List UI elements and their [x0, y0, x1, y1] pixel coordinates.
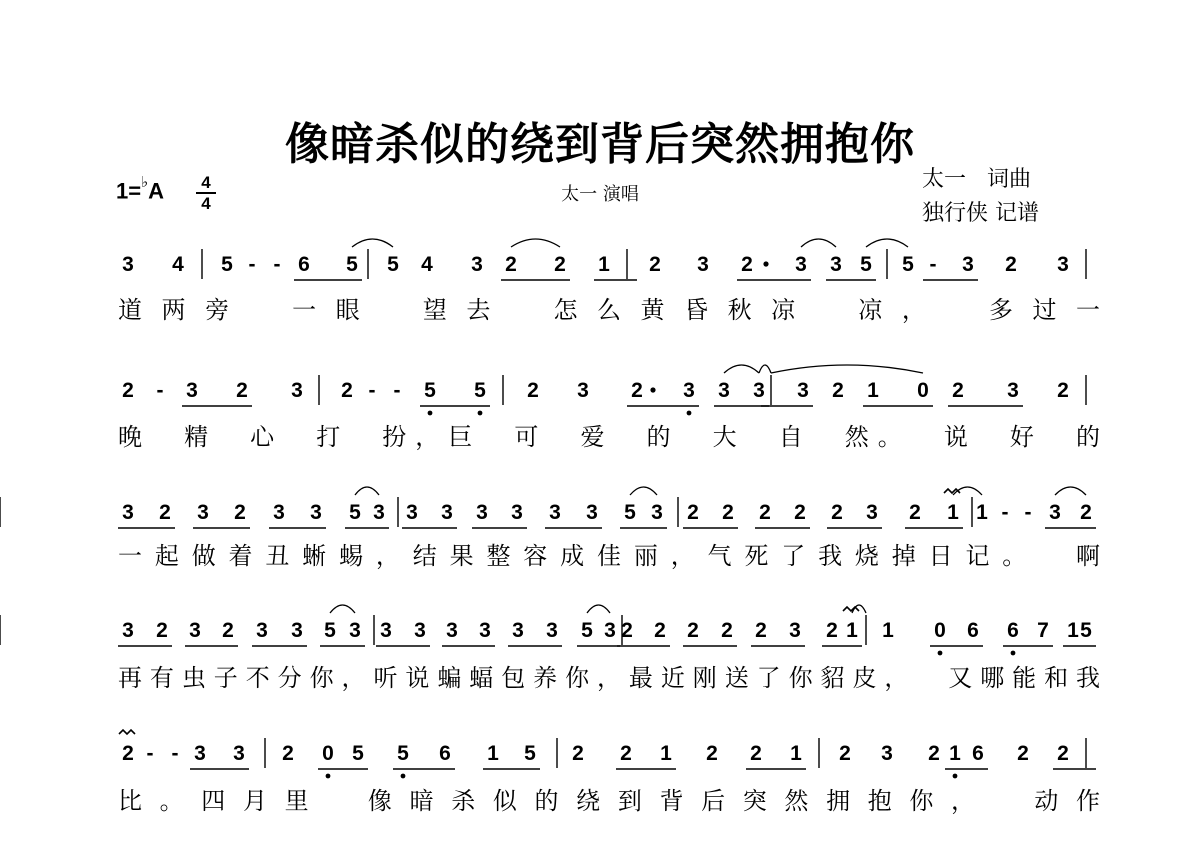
lyric-character: 蝙	[437, 664, 462, 692]
note: 3	[406, 501, 418, 524]
note: 3	[697, 253, 709, 276]
extension-dash: -	[1024, 501, 1032, 524]
lyric-character: 记	[965, 542, 990, 570]
tie-arc	[511, 239, 560, 247]
lyric-character: 了	[756, 664, 781, 692]
tie-arc	[801, 239, 836, 247]
note: 2	[122, 379, 134, 402]
lyric-character: 可	[514, 423, 539, 451]
note: 2	[1017, 742, 1029, 765]
note: 2	[654, 619, 666, 642]
lyric-character: 两	[161, 296, 186, 324]
note: 0	[322, 742, 334, 765]
note: 1	[846, 619, 858, 642]
note: 2	[1057, 379, 1069, 402]
lyric-character: 黄	[640, 296, 665, 324]
note: 3	[830, 253, 842, 276]
note: 3	[1057, 253, 1069, 276]
note: 3	[586, 501, 598, 524]
note: 2	[527, 379, 539, 402]
lyric-character: 一	[118, 542, 142, 570]
lyric-character: 容	[523, 542, 548, 570]
note: 3	[310, 501, 322, 524]
lyric-character: 大	[712, 423, 737, 451]
note: 3	[1049, 501, 1061, 524]
octave-dot-below	[938, 651, 943, 656]
note: 1	[949, 742, 961, 765]
lyric-character: ，	[884, 664, 909, 692]
lyric-character: 。	[1002, 542, 1027, 570]
extension-dash: -	[248, 253, 256, 276]
lyric-character: 成	[560, 542, 585, 570]
note: 2	[826, 619, 838, 642]
lyric-character: 去	[466, 296, 491, 324]
note: 5	[324, 619, 336, 642]
note: 2	[750, 742, 762, 765]
extension-dash: -	[273, 253, 281, 276]
note: 3	[795, 253, 807, 276]
lyric-character: 包	[501, 664, 526, 692]
note: 2	[909, 501, 921, 524]
lyric-character: 凉	[771, 296, 796, 324]
note: 3	[233, 742, 245, 765]
extension-dash: -	[156, 379, 164, 402]
note: 6	[439, 742, 451, 765]
lyric-character: 似	[492, 787, 517, 815]
lyric-character: 怎	[553, 296, 578, 324]
note: 2	[234, 501, 246, 524]
lyric-character: 绕	[576, 787, 601, 815]
lyric-character: 作	[1076, 787, 1100, 815]
note: 3	[651, 501, 663, 524]
note: 3	[797, 379, 809, 402]
octave-dot-below	[401, 774, 406, 779]
extension-dash: -	[368, 379, 376, 402]
note: 2	[159, 501, 171, 524]
note: 5	[902, 253, 914, 276]
lyric-character: 烧	[854, 542, 879, 570]
note: 3	[380, 619, 392, 642]
lyric-character: ，	[670, 542, 695, 570]
octave-dot-below	[1011, 651, 1016, 656]
lyric-character: 貂	[820, 664, 845, 692]
lyric-character: 说	[405, 664, 430, 692]
tie-arc	[759, 365, 771, 373]
note: 2	[122, 742, 134, 765]
note: 6	[1007, 619, 1019, 642]
octave-dot-below	[953, 774, 958, 779]
mordent-icon	[944, 489, 960, 493]
note: 3	[273, 501, 285, 524]
time-signature-bottom: 4	[201, 194, 211, 213]
note: 3	[194, 742, 206, 765]
tie-arc	[352, 239, 393, 247]
lyric-character: 你	[909, 787, 934, 815]
lyric-character: 心	[250, 423, 275, 451]
lyric-character: 精	[184, 423, 209, 451]
note: 3	[373, 501, 385, 524]
lyric-character: 掉	[891, 542, 916, 570]
note: 5	[581, 619, 593, 642]
lyric-character: 然	[784, 787, 809, 815]
lyric-character: 日	[928, 542, 953, 570]
note: 4	[421, 253, 433, 276]
lyric-character: 你	[565, 664, 590, 692]
lyric-character: 后	[701, 787, 726, 815]
lyric-character: 结	[412, 542, 437, 570]
lyric-character: 暗	[409, 787, 434, 815]
lyric-character: 皮	[852, 664, 877, 692]
note: 2	[572, 742, 584, 765]
lyric-character: 你	[788, 664, 813, 692]
lyric-character: 你	[309, 664, 334, 692]
note: 2	[282, 742, 294, 765]
note: 3	[471, 253, 483, 276]
mordent-icon	[843, 607, 859, 611]
lyric-character: ，	[341, 664, 366, 692]
note: 5	[624, 501, 636, 524]
lyric-character: 突	[742, 787, 767, 815]
note: 1	[1067, 619, 1079, 642]
lyric-character: 晚	[118, 423, 142, 451]
note: 3	[291, 379, 303, 402]
note: 2	[1080, 501, 1092, 524]
note: 2	[759, 501, 771, 524]
octave-dot-below	[428, 411, 433, 416]
lyric-character: 动	[1034, 787, 1059, 815]
note: 3	[122, 619, 134, 642]
lyric-character: 果	[449, 542, 474, 570]
tie-arc	[771, 365, 923, 373]
note: 3	[753, 379, 765, 402]
lyric-character: 不	[245, 664, 270, 692]
note: 3	[441, 501, 453, 524]
note: 3	[414, 619, 426, 642]
note: 1	[882, 619, 894, 642]
extension-dash: -	[146, 742, 154, 765]
tie-arc	[1055, 487, 1086, 495]
lyricist-composer-credit: 太一 词曲	[922, 167, 1031, 192]
lyric-character: 和	[1044, 664, 1069, 692]
note: 3	[789, 619, 801, 642]
lyric-character: 有	[149, 664, 174, 692]
lyric-character: 旁	[205, 296, 230, 324]
note: 2	[236, 379, 248, 402]
lyric-character: 蝠	[469, 664, 494, 692]
lyric-character: 里	[284, 787, 309, 815]
lyric-character: 分	[277, 664, 302, 692]
lyric-character: 佳	[597, 542, 621, 570]
note: 5	[424, 379, 436, 402]
note: 3	[256, 619, 268, 642]
lyric-character: 刚	[692, 664, 717, 692]
lyric-character: 蜴	[339, 542, 364, 570]
lyric-character: 啊	[1076, 542, 1100, 570]
note: 2	[1005, 253, 1017, 276]
note: 3	[349, 619, 361, 642]
note: 5	[221, 253, 233, 276]
note: 5	[349, 501, 361, 524]
note: 2	[755, 619, 767, 642]
note: 2	[687, 501, 699, 524]
note: 1	[976, 501, 988, 524]
note: 5	[860, 253, 872, 276]
note: 2	[722, 501, 734, 524]
performer-credit: 太一 演唱	[561, 184, 639, 205]
tie-arc	[724, 365, 759, 373]
note: 2	[620, 742, 632, 765]
note: 2	[706, 742, 718, 765]
note: 3	[122, 253, 134, 276]
lyric-character: 四	[201, 787, 226, 815]
note: 3	[446, 619, 458, 642]
lyric-character: ，	[951, 787, 976, 815]
octave-dot-below	[478, 411, 483, 416]
flat-sign-icon: ♭	[141, 174, 149, 191]
lyric-character: 气	[707, 542, 732, 570]
note: 2	[832, 379, 844, 402]
octave-dot-below	[687, 411, 692, 416]
lyric-character: 过	[1032, 296, 1057, 324]
lyric-character: 说	[943, 423, 968, 451]
note: 2	[741, 253, 753, 276]
dot-augmentation	[650, 387, 655, 392]
lyric-character: 的	[534, 787, 559, 815]
lyric-character: 道	[118, 296, 142, 324]
lyric-character: 了	[781, 542, 806, 570]
lyric-character: 多	[988, 296, 1013, 324]
note: 3	[512, 619, 524, 642]
note: 3	[189, 619, 201, 642]
lyric-character: 又	[948, 664, 973, 692]
note: 2	[1057, 742, 1069, 765]
lyric-character: 丑	[265, 542, 290, 570]
note: 5	[524, 742, 536, 765]
lyric-character: ，	[901, 296, 926, 324]
note: 2	[156, 619, 168, 642]
note: 4	[172, 253, 184, 276]
note: 2	[794, 501, 806, 524]
lyric-character: 巨	[448, 423, 473, 451]
lyric-character: 么	[597, 296, 621, 324]
lyric-character: 蜥	[302, 542, 327, 570]
tie-arc	[630, 487, 657, 495]
lyric-character: 拥	[826, 787, 851, 815]
note: 6	[967, 619, 979, 642]
note: 3	[197, 501, 209, 524]
lyric-character: 一	[1076, 296, 1100, 324]
lyric-character: 望	[422, 296, 447, 324]
note: 2	[687, 619, 699, 642]
note: 7	[1037, 619, 1049, 642]
note: 6	[298, 253, 310, 276]
tie-arc	[355, 487, 379, 495]
lyric-character: 自	[778, 423, 803, 451]
note: 2	[839, 742, 851, 765]
note: 1	[660, 742, 672, 765]
extension-dash: -	[929, 253, 937, 276]
note: 3	[1007, 379, 1019, 402]
note: 6	[972, 742, 984, 765]
lyric-character: 扮	[382, 423, 407, 451]
note: 1	[790, 742, 802, 765]
extension-dash: -	[171, 742, 179, 765]
note: 3	[577, 379, 589, 402]
note: 2	[721, 619, 733, 642]
tie-arc	[866, 239, 908, 247]
lyric-character: 能	[1012, 664, 1037, 692]
lyric-character: 秋	[727, 296, 752, 324]
lyric-character: 比	[118, 787, 142, 815]
key-prefix: 1=	[116, 178, 142, 204]
lyric-character: 养	[533, 664, 558, 692]
note: 2	[831, 501, 843, 524]
note: 2	[341, 379, 353, 402]
note: 0	[934, 619, 946, 642]
note: 2	[952, 379, 964, 402]
note: 2	[928, 742, 940, 765]
note: 2	[222, 619, 234, 642]
note: 5	[474, 379, 486, 402]
note: 2	[554, 253, 566, 276]
lyric-character: 的	[1076, 423, 1100, 451]
note: 3	[476, 501, 488, 524]
lyric-character: 最	[628, 664, 653, 692]
note: 2	[621, 619, 633, 642]
lyric-character: 再	[118, 664, 142, 692]
lyric-character: 送	[724, 664, 749, 692]
lyric-character: 虫	[181, 664, 206, 692]
tie-arc	[330, 605, 355, 613]
note: 3	[186, 379, 198, 402]
lyric-character: 听	[373, 664, 398, 692]
note: 3	[511, 501, 523, 524]
extension-dash: -	[393, 379, 401, 402]
note: 3	[604, 619, 616, 642]
lyric-character: ，	[415, 423, 440, 451]
note: 3	[866, 501, 878, 524]
note: 3	[291, 619, 303, 642]
note: 5	[1080, 619, 1092, 642]
note: 3	[881, 742, 893, 765]
lyric-character: 月	[242, 787, 267, 815]
note: 3	[683, 379, 695, 402]
note: 5	[387, 253, 399, 276]
lyric-character: 好	[1009, 423, 1034, 451]
lyric-character: 抱	[867, 787, 892, 815]
note: 5	[397, 742, 409, 765]
note: 2	[649, 253, 661, 276]
lyric-character: 然	[844, 423, 869, 451]
octave-dot-below	[326, 774, 331, 779]
song-title: 像暗杀似的绕到背后突然拥抱你	[285, 119, 915, 170]
lyric-character: 杀	[451, 787, 476, 815]
lyric-character: 近	[660, 664, 685, 692]
note: 3	[549, 501, 561, 524]
key-tonic: A	[148, 178, 165, 204]
note: 3	[122, 501, 134, 524]
note: 0	[917, 379, 929, 402]
lyric-character: 的	[646, 423, 671, 451]
lyric-character: ，	[597, 664, 621, 692]
lyric-character: 。	[877, 423, 902, 451]
note: 3	[718, 379, 730, 402]
lyric-character: 一	[292, 296, 317, 324]
note: 2	[631, 379, 643, 402]
lyric-character: 打	[316, 423, 341, 451]
lyric-character: 做	[191, 542, 216, 570]
extension-dash: -	[1001, 501, 1009, 524]
lyric-character: 到	[617, 787, 642, 815]
lyric-character: 凉	[858, 296, 883, 324]
note: 1	[487, 742, 499, 765]
note: 5	[346, 253, 358, 276]
note: 3	[546, 619, 558, 642]
lyric-character: 子	[213, 664, 238, 692]
note: 1	[947, 501, 959, 524]
lyric-character: 爱	[580, 423, 605, 451]
lyric-character: 眼	[335, 296, 360, 324]
lyric-character: 死	[744, 542, 769, 570]
note: 3	[962, 253, 974, 276]
lyric-character: 着	[228, 542, 253, 570]
transcriber-credit: 独行侠 记谱	[922, 201, 1039, 226]
note: 2	[505, 253, 517, 276]
note: 1	[598, 253, 610, 276]
lyric-character: 。	[159, 787, 184, 815]
dot-augmentation	[763, 261, 768, 266]
mordent-icon	[119, 730, 135, 734]
lyric-character: 昏	[684, 296, 709, 324]
lyric-character: 像	[367, 787, 392, 815]
note: 3	[479, 619, 491, 642]
lyric-character: 背	[659, 787, 684, 815]
lyric-character: ，	[375, 542, 400, 570]
lyric-character: 我	[818, 542, 843, 570]
lyric-character: 整	[486, 542, 511, 570]
note: 5	[352, 742, 364, 765]
note: 1	[867, 379, 879, 402]
lyric-character: 起	[154, 542, 179, 570]
time-signature-top: 4	[201, 173, 211, 192]
lyric-character: 丽	[633, 542, 658, 570]
lyric-character: 哪	[980, 664, 1005, 692]
tie-arc	[587, 605, 610, 613]
lyric-character: 我	[1076, 664, 1100, 692]
